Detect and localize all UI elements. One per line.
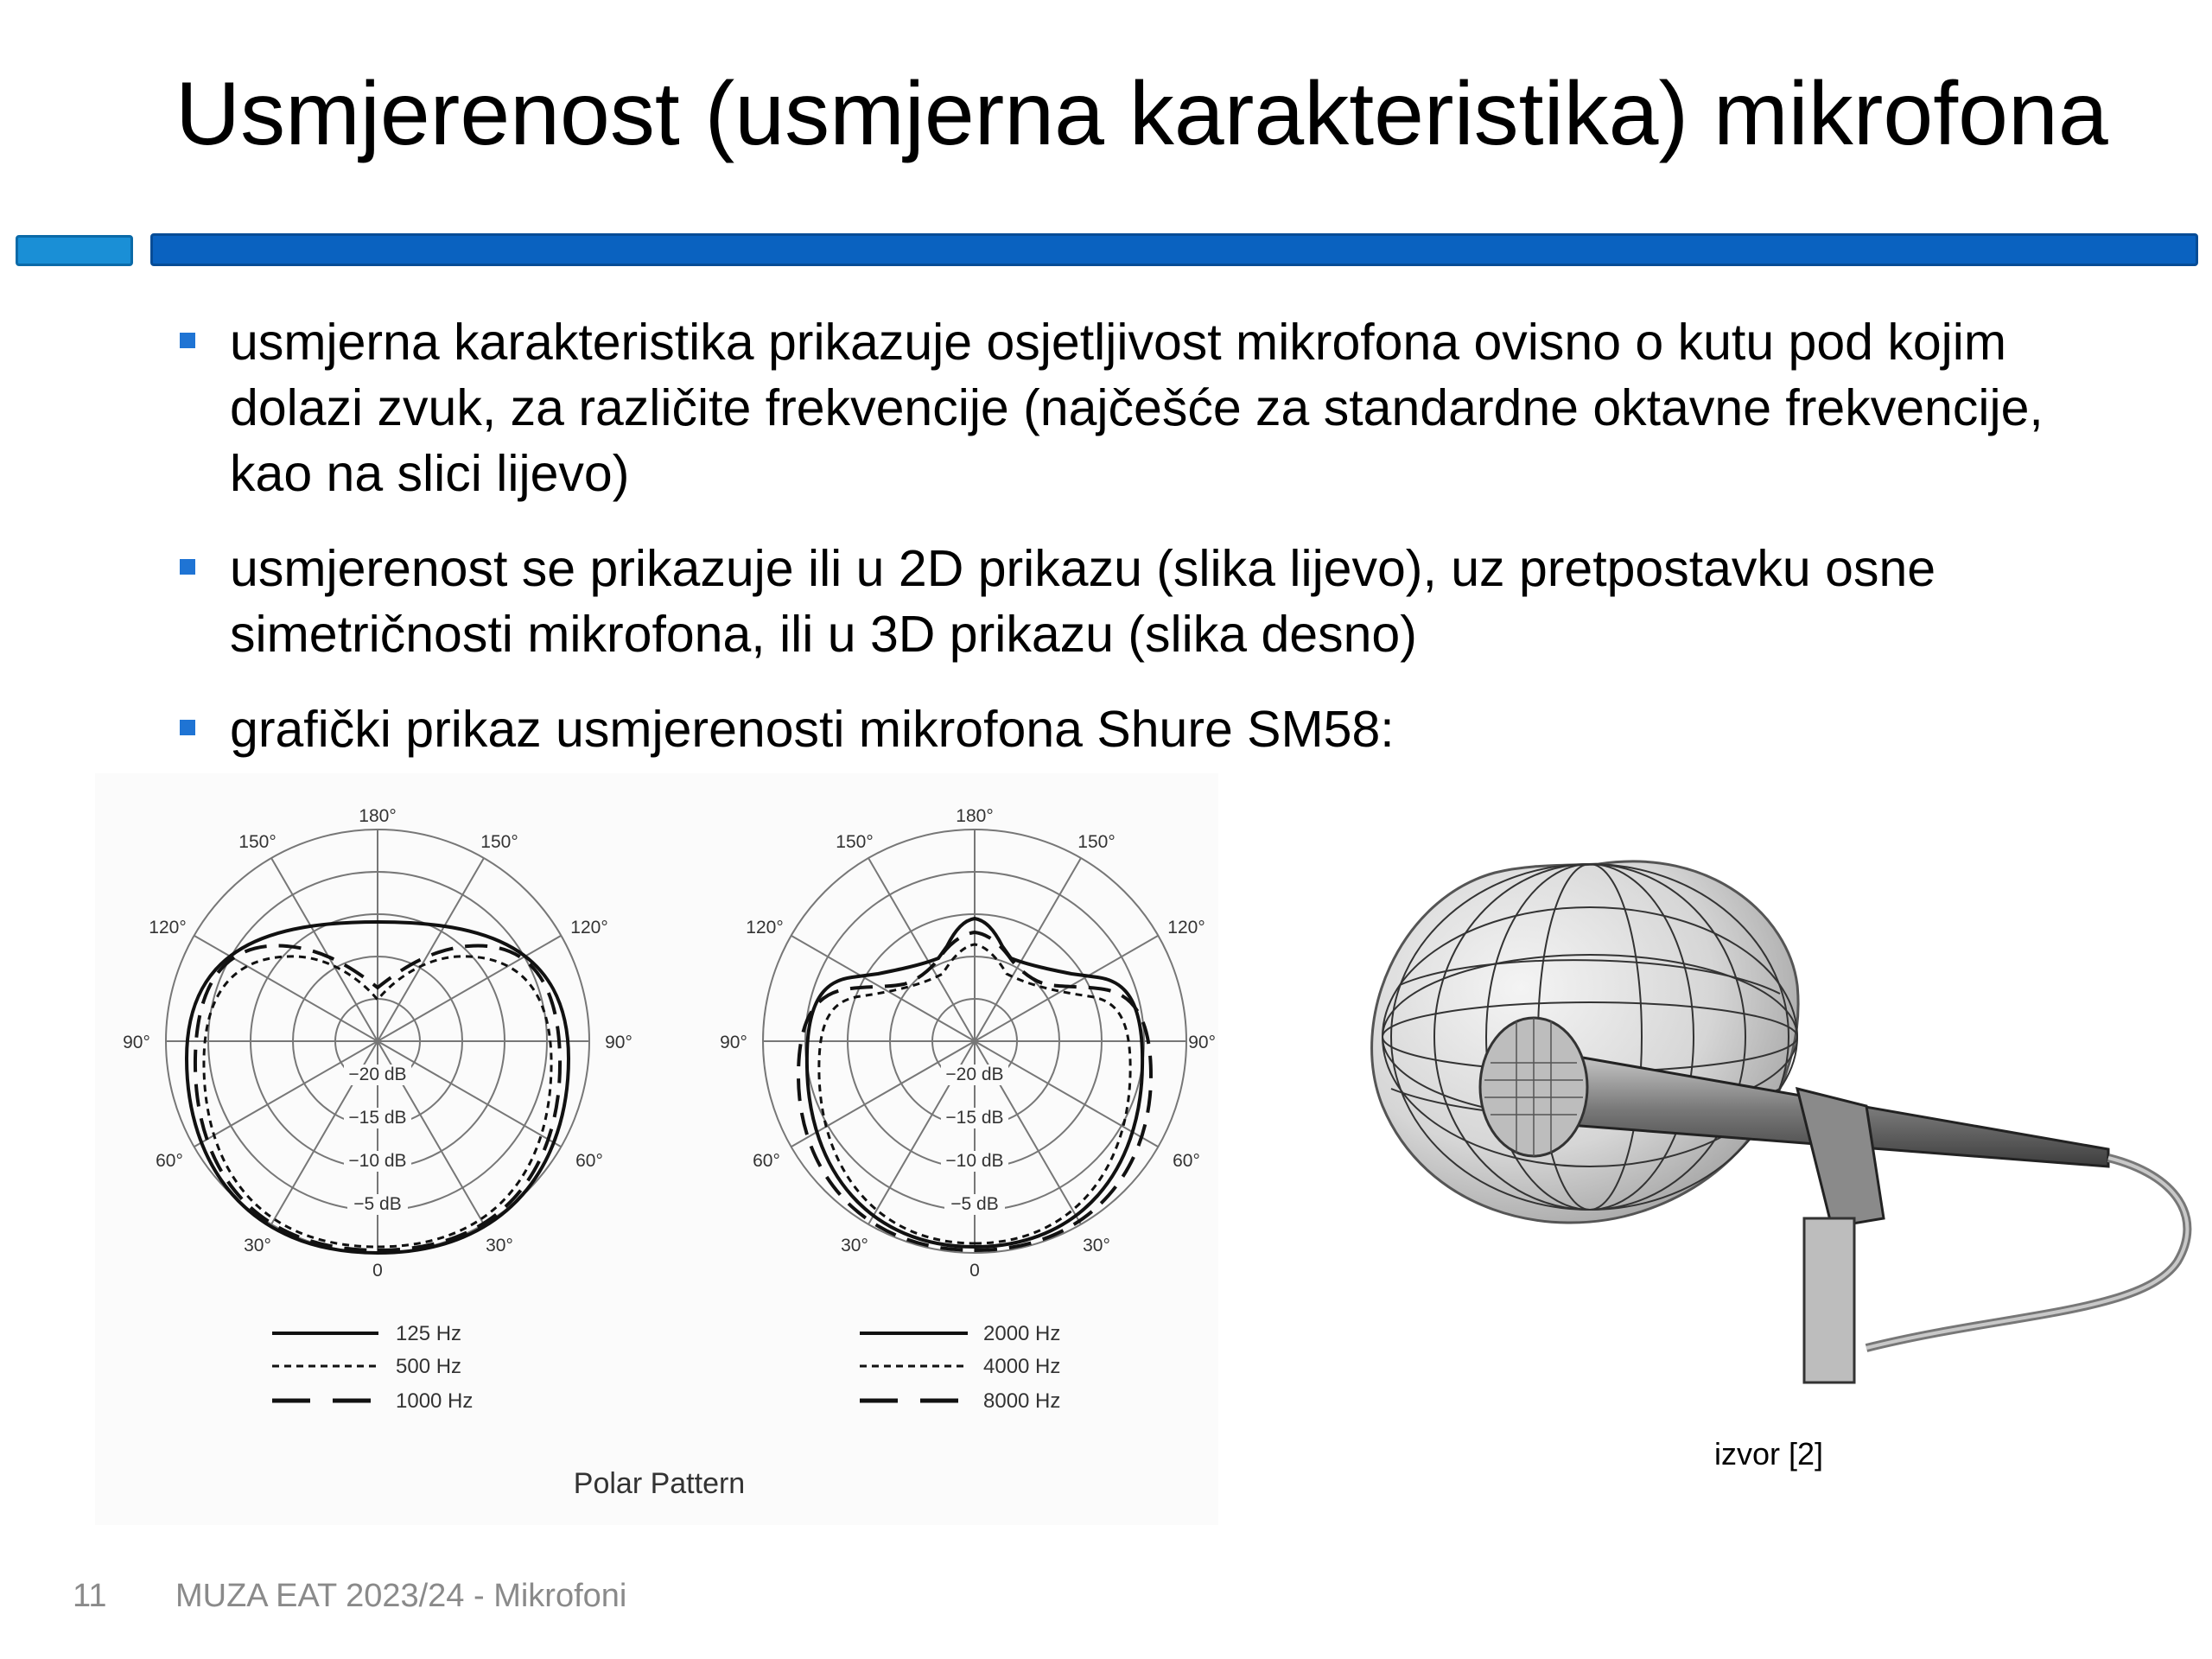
angle-label-120: 120°: [1167, 918, 1205, 938]
bullet-item: [173, 536, 2074, 667]
legend-1000hz: 1000 Hz: [396, 1389, 474, 1413]
bullet-square-icon: [180, 333, 195, 348]
angle-label-60: 60°: [575, 1151, 603, 1171]
angle-label-0: 0: [969, 1261, 980, 1281]
ring-label-10db: −10 dB: [348, 1151, 407, 1171]
angle-label-150: 150°: [1077, 832, 1116, 852]
ring-label-5db: −5 dB: [353, 1194, 402, 1214]
mic-3d-pattern-image: [1348, 812, 2203, 1400]
bullet-text: grafički prikaz usmjerenosti mikrofona Shure SM58:: [230, 701, 1395, 758]
ring-label-20db: −20 dB: [945, 1065, 1004, 1084]
angle-label-30: 30°: [486, 1236, 513, 1255]
footer-text: MUZA EAT 2023/24 - Mikrofoni: [175, 1578, 627, 1614]
angle-label-90: 90°: [605, 1033, 632, 1052]
mic-cable: [1866, 1158, 2187, 1348]
angle-label-90: 90°: [1188, 1033, 1216, 1052]
ring-label-15db: −15 dB: [945, 1108, 1004, 1128]
legend-4000hz: 4000 Hz: [983, 1355, 1061, 1378]
angle-label-150: 150°: [836, 832, 874, 852]
bullet-text: usmjerna karakteristika prikazuje osjetljivost mikrofona ovisno o kutu pod kojim dolazi zvuk, za različite frekvencije (najčešće za standardne oktavne frekvencije, kao na slici lijevo): [230, 314, 2044, 502]
angle-label-180: 180°: [956, 806, 994, 826]
angle-label-30: 30°: [841, 1236, 868, 1255]
angle-label-120: 120°: [149, 918, 187, 938]
legend-500hz: 500 Hz: [396, 1355, 462, 1378]
slide-title: Usmjerenost (usmjerna karakteristika) mikrofona: [175, 64, 2108, 164]
angle-label-60: 60°: [1173, 1151, 1200, 1171]
bullet-list: [173, 309, 2074, 791]
legend-2000hz: 2000 Hz: [983, 1322, 1061, 1345]
bullet-item: [173, 309, 2074, 506]
angle-label-120: 120°: [746, 918, 784, 938]
legend-right: [860, 1322, 1060, 1413]
angle-label-0: 0: [372, 1261, 383, 1281]
ring-label-5db: −5 dB: [950, 1194, 999, 1214]
ring-label-20db: −20 dB: [348, 1065, 407, 1084]
pickup-balloon: [1372, 861, 1799, 1223]
polar-plot-high-frequencies: [763, 830, 1186, 1253]
angle-label-90: 90°: [123, 1033, 150, 1052]
ring-label-10db: −10 dB: [945, 1151, 1004, 1171]
legend-8000hz: 8000 Hz: [983, 1389, 1061, 1413]
legend-125hz: 125 Hz: [396, 1322, 462, 1345]
angle-label-30: 30°: [244, 1236, 271, 1255]
angle-label-30: 30°: [1083, 1236, 1110, 1255]
angle-label-150: 150°: [238, 832, 276, 852]
bullet-square-icon: [180, 720, 195, 735]
polar-pattern-figure: [95, 773, 1218, 1525]
title-accent-bar: [150, 233, 2198, 266]
angle-label-60: 60°: [156, 1151, 183, 1171]
ring-label-15db: −15 dB: [348, 1108, 407, 1128]
angle-label-150: 150°: [480, 832, 518, 852]
angle-label-90: 90°: [720, 1033, 747, 1052]
legend-left: [272, 1322, 473, 1413]
bullet-text: usmjerenost se prikazuje ili u 2D prikazu (slika lijevo), uz pretpostavku osne simetričnosti mikrofona, ili u 3D prikazu (slika desno): [230, 540, 1936, 663]
angle-label-120: 120°: [570, 918, 608, 938]
source-caption: izvor [2]: [1714, 1436, 1824, 1471]
figure-caption: Polar Pattern: [573, 1467, 746, 1500]
angle-label-180: 180°: [359, 806, 397, 826]
bullet-item: [173, 696, 2074, 762]
angle-label-60: 60°: [753, 1151, 780, 1171]
page-number: 11: [73, 1578, 107, 1614]
bullet-square-icon: [180, 559, 195, 575]
title-accent-small-bar: [16, 235, 133, 266]
mic-stand: [1804, 1218, 1854, 1382]
